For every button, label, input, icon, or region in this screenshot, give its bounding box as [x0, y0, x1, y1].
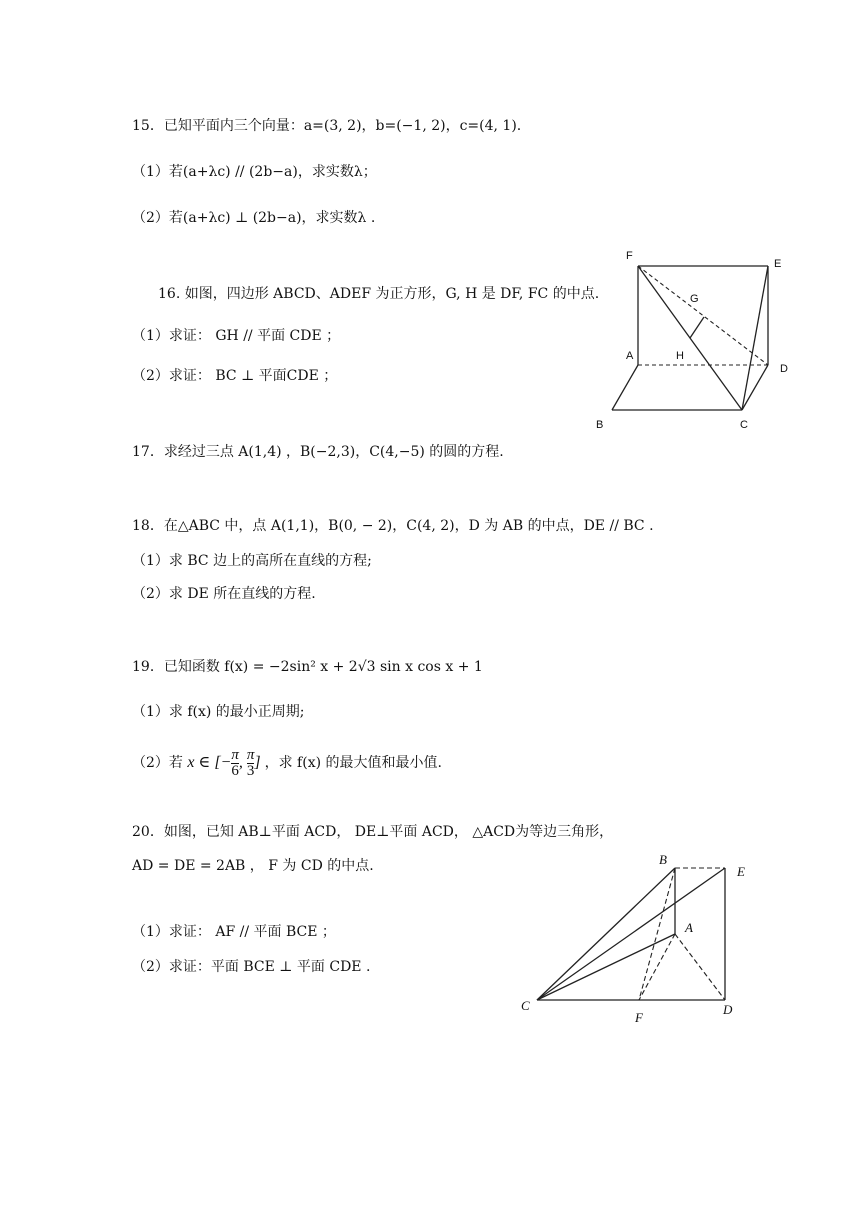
problem-17-title-text: 17．求经过三点 A(1,4) ，B(−2,3)，C(4,−5) 的圆的方程.	[132, 444, 504, 460]
problem-19-q2-suffix: ，求 f(x) 的最大值和最小值.	[264, 755, 442, 772]
edge-ab	[612, 365, 638, 410]
label-f: F	[635, 1010, 643, 1025]
problem-19-q2	[132, 748, 442, 779]
problem-16-q2-text: （2）求证： BC ⊥ 平面CDE ；	[132, 368, 338, 384]
figure-16	[590, 245, 800, 440]
problem-20-title-text: 20．如图，已知 AB⊥平面 ACD， DE⊥平面 ACD， △ACD为等边三角形，	[132, 824, 614, 840]
problem-20-title	[132, 822, 613, 842]
problem-16-title-text: 16. 如图，四边形 ABCD、ADEF 为正方形，G, H 是 DF, FC 的中点.	[158, 286, 600, 302]
problem-15-q1-text: （1）若(a+λc) // (2b−a)，求实数λ；	[132, 164, 377, 180]
problem-19-title-text: 19．已知函数 f(x) = −2sin² x + 2√3 sin x cos x + 1	[132, 659, 483, 675]
problem-15-q2-text: （2）若(a+λc) ⊥ (2b−a)，求实数λ .	[132, 210, 376, 226]
edge-bf	[639, 868, 675, 1000]
problem-18-q1	[132, 551, 372, 571]
label-g: G	[690, 293, 699, 305]
problem-20-q1-text: （1）求证： AF // 平面 BCE ；	[132, 924, 336, 940]
problem-15-q1	[132, 162, 377, 182]
problem-20-title2	[132, 856, 374, 876]
problem-18-title-text: 18．在△ABC 中，点 A(1,1)，B(0, − 2)，C(4, 2)，D 为 AB 的中点，DE // BC .	[132, 518, 654, 534]
label-d: D	[780, 363, 788, 375]
problem-16-title	[158, 284, 599, 304]
problem-19-title	[132, 657, 483, 677]
figure-20	[515, 848, 775, 1033]
edge-fd	[638, 266, 768, 365]
label-c: C	[521, 998, 530, 1013]
problem-16-q1-text: （1）求证： GH // 平面 CDE ；	[132, 328, 341, 344]
interval-expression: x ∈ [− $\frac{\pi}{6}$ , $\frac{\pi}{3}$ ]	[187, 747, 265, 779]
edge-ce	[537, 868, 725, 1000]
label-e: E	[737, 864, 745, 879]
problem-16-q1	[132, 326, 340, 346]
problem-18-q2	[132, 584, 316, 604]
problem-18-q1-text: （1）求 BC 边上的高所在直线的方程;	[132, 553, 372, 569]
problem-18-q2-text: （2）求 DE 所在直线的方程.	[132, 586, 316, 602]
problem-15-title-text: 15．已知平面内三个向量：a=(3, 2)，b=(−1, 2)，c=(4, 1).	[132, 118, 522, 134]
problem-20-q2-text: （2）求证：平面 BCE ⊥ 平面 CDE .	[132, 959, 371, 975]
edge-ad	[675, 934, 725, 1000]
edge-gh	[690, 317, 704, 338]
problem-20-q1	[132, 922, 336, 942]
problem-19-q1-text: （1）求 f(x) 的最小正周期;	[132, 704, 305, 720]
problem-19-q1	[132, 702, 305, 722]
label-h: H	[676, 350, 684, 362]
label-e: E	[774, 258, 782, 270]
label-d: D	[723, 1002, 733, 1017]
label-a: A	[626, 350, 634, 362]
problem-20-q2	[132, 957, 370, 977]
edge-cb	[537, 868, 675, 1000]
label-c: C	[740, 419, 748, 431]
problem-15-title	[132, 116, 521, 136]
label-a: A	[685, 920, 693, 935]
edge-ca	[537, 934, 675, 1000]
problem-19-q2-prefix: （2）若	[132, 755, 183, 772]
problem-18-title	[132, 516, 654, 536]
label-b: B	[659, 852, 667, 867]
problem-20-title2-text: AD = DE = 2AB ， F 为 CD 的中点.	[132, 858, 374, 874]
problem-15-q2	[132, 208, 375, 228]
label-f: F	[626, 250, 633, 262]
edge-af	[639, 934, 675, 1000]
label-b: B	[596, 419, 604, 431]
problem-16-q2	[132, 366, 337, 386]
problem-17-title	[132, 442, 504, 462]
